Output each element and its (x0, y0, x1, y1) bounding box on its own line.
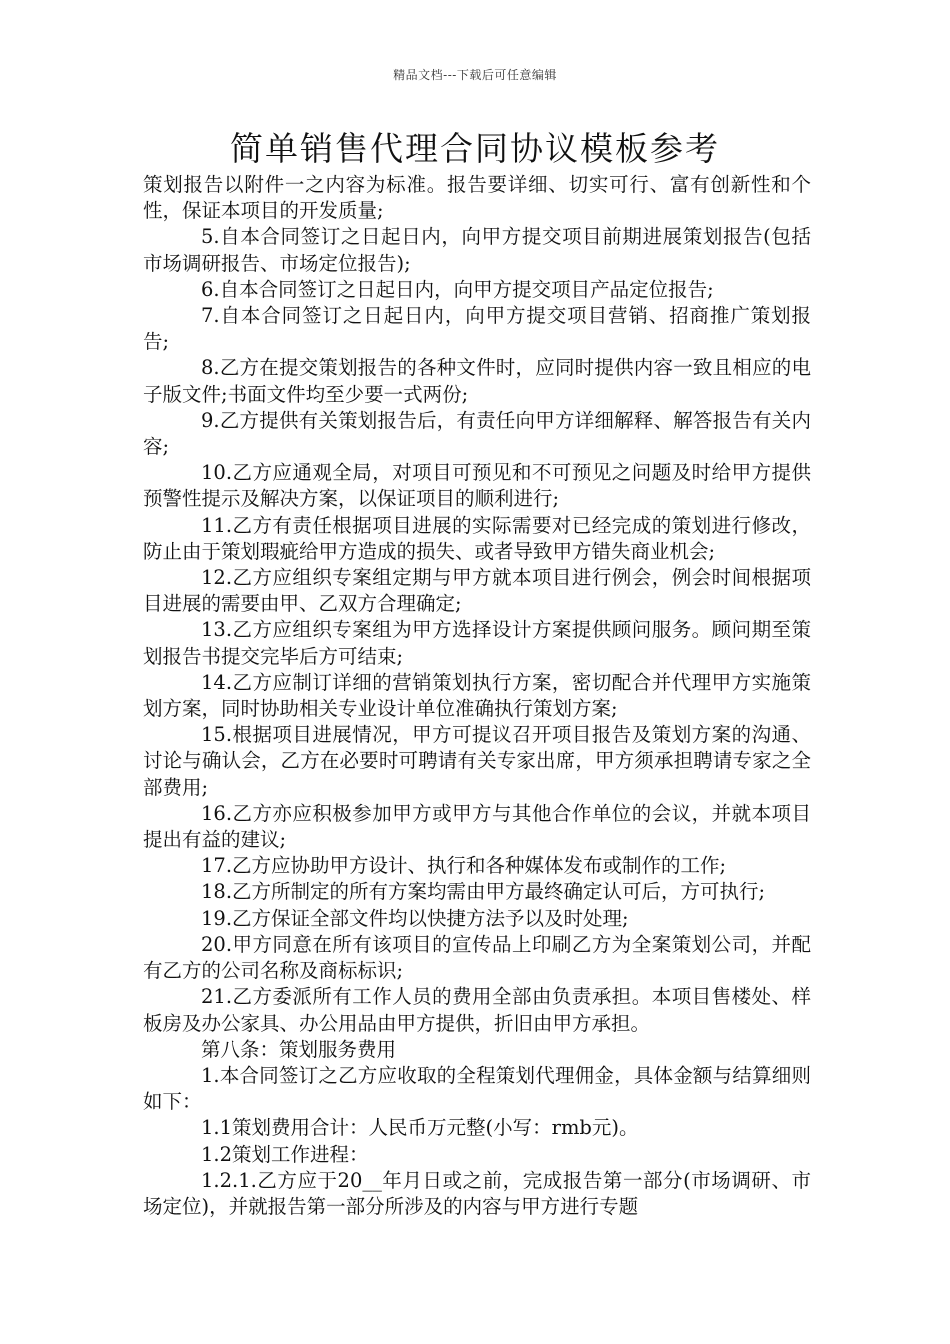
body-paragraph: 14.乙方应制订详细的营销策划执行方案，密切配合并代理甲方实施策划方案，同时协助相关专业设计单位准确执行策划方案; (143, 670, 811, 721)
body-paragraph: 9.乙方提供有关策划报告后，有责任向甲方详细解释、解答报告有关内容; (143, 408, 811, 459)
body-paragraph: 21.乙方委派所有工作人员的费用全部由负责承担。本项目售楼处、样板房及办公家具、办公用品由甲方提供，折旧由甲方承担。 (143, 985, 811, 1035)
body-paragraph: 策划报告以附件一之内容为标准。报告要详细、切实可行、富有创新性和个性，保证本项目的开发质量; (143, 173, 811, 223)
body-paragraph: 5.自本合同签订之日起日内，向甲方提交项目前期进展策划报告(包括市场调研报告、市场定位报告); (143, 225, 811, 275)
header-note: 精品文档---下载后可任意编辑 (393, 68, 557, 82)
body-paragraph: 19.乙方保证全部文件均以快捷方法予以及时处理; (201, 906, 629, 930)
body-paragraph: 20.甲方同意在所有该项目的宣传品上印刷乙方为全案策划公司，并配有乙方的公司名称及商标标识; (143, 932, 811, 983)
body-paragraph: 1.1策划费用合计：人民币万元整(小写：rmb元)。 (201, 1116, 639, 1140)
body-paragraph: 7.自本合同签订之日起日内，向甲方提交项目营销、招商推广策划报告; (143, 304, 811, 354)
body-paragraph: 第八条：策划服务费用 (201, 1037, 397, 1061)
body-paragraph: 17.乙方应协助甲方设计、执行和各种媒体发布或制作的工作; (201, 854, 727, 878)
body-paragraph: 10.乙方应通观全局，对项目可预见和不可预见之问题及时给甲方提供预警性提示及解决方案，以保证项目的顺利进行; (143, 461, 811, 511)
body-paragraph: 15.根据项目进展情况，甲方可提议召开项目报告及策划方案的沟通、讨论与确认会，乙方在必要时可聘请有关专家出席，甲方须承担聘请专家之全部费用; (143, 723, 811, 799)
body-paragraph: 12.乙方应组织专案组定期与甲方就本项目进行例会，例会时间根据项目进展的需要由甲、乙双方合理确定; (143, 566, 811, 616)
body-paragraph: 11.乙方有责任根据项目进展的实际需要对已经完成的策划进行修改，防止由于策划瑕疵给甲方造成的损失、或者导致甲方错失商业机会; (143, 513, 811, 563)
body-paragraph: 18.乙方所制定的所有方案均需由甲方最终确定认可后，方可执行; (201, 880, 766, 904)
body-paragraph: 13.乙方应组织专案组为甲方选择设计方案提供顾问服务。顾问期至策划报告书提交完毕后方可结束; (143, 618, 811, 668)
body-paragraph: 16.乙方亦应积极参加甲方或甲方与其他合作单位的会议，并就本项目提出有益的建议; (143, 801, 811, 852)
document-title: 简单销售代理合同协议模板参考 (230, 129, 720, 168)
body-paragraph: 1.2策划工作进程： (201, 1142, 369, 1166)
document-body (143, 172, 811, 1220)
body-paragraph: 1.本合同签订之乙方应收取的全程策划代理佣金，具体金额与结算细则如下： (143, 1063, 811, 1114)
body-paragraph: 1.2.1.乙方应于20__年月日或之前，完成报告第一部分(市场调研、市场定位)，并就报告第一部分所涉及的内容与甲方进行专题 (143, 1168, 811, 1218)
body-paragraph: 6.自本合同签订之日起日内，向甲方提交项目产品定位报告; (201, 277, 714, 301)
body-paragraph: 8.乙方在提交策划报告的各种文件时，应同时提供内容一致且相应的电子版文件;书面文件均至少要一式两份; (143, 356, 811, 406)
